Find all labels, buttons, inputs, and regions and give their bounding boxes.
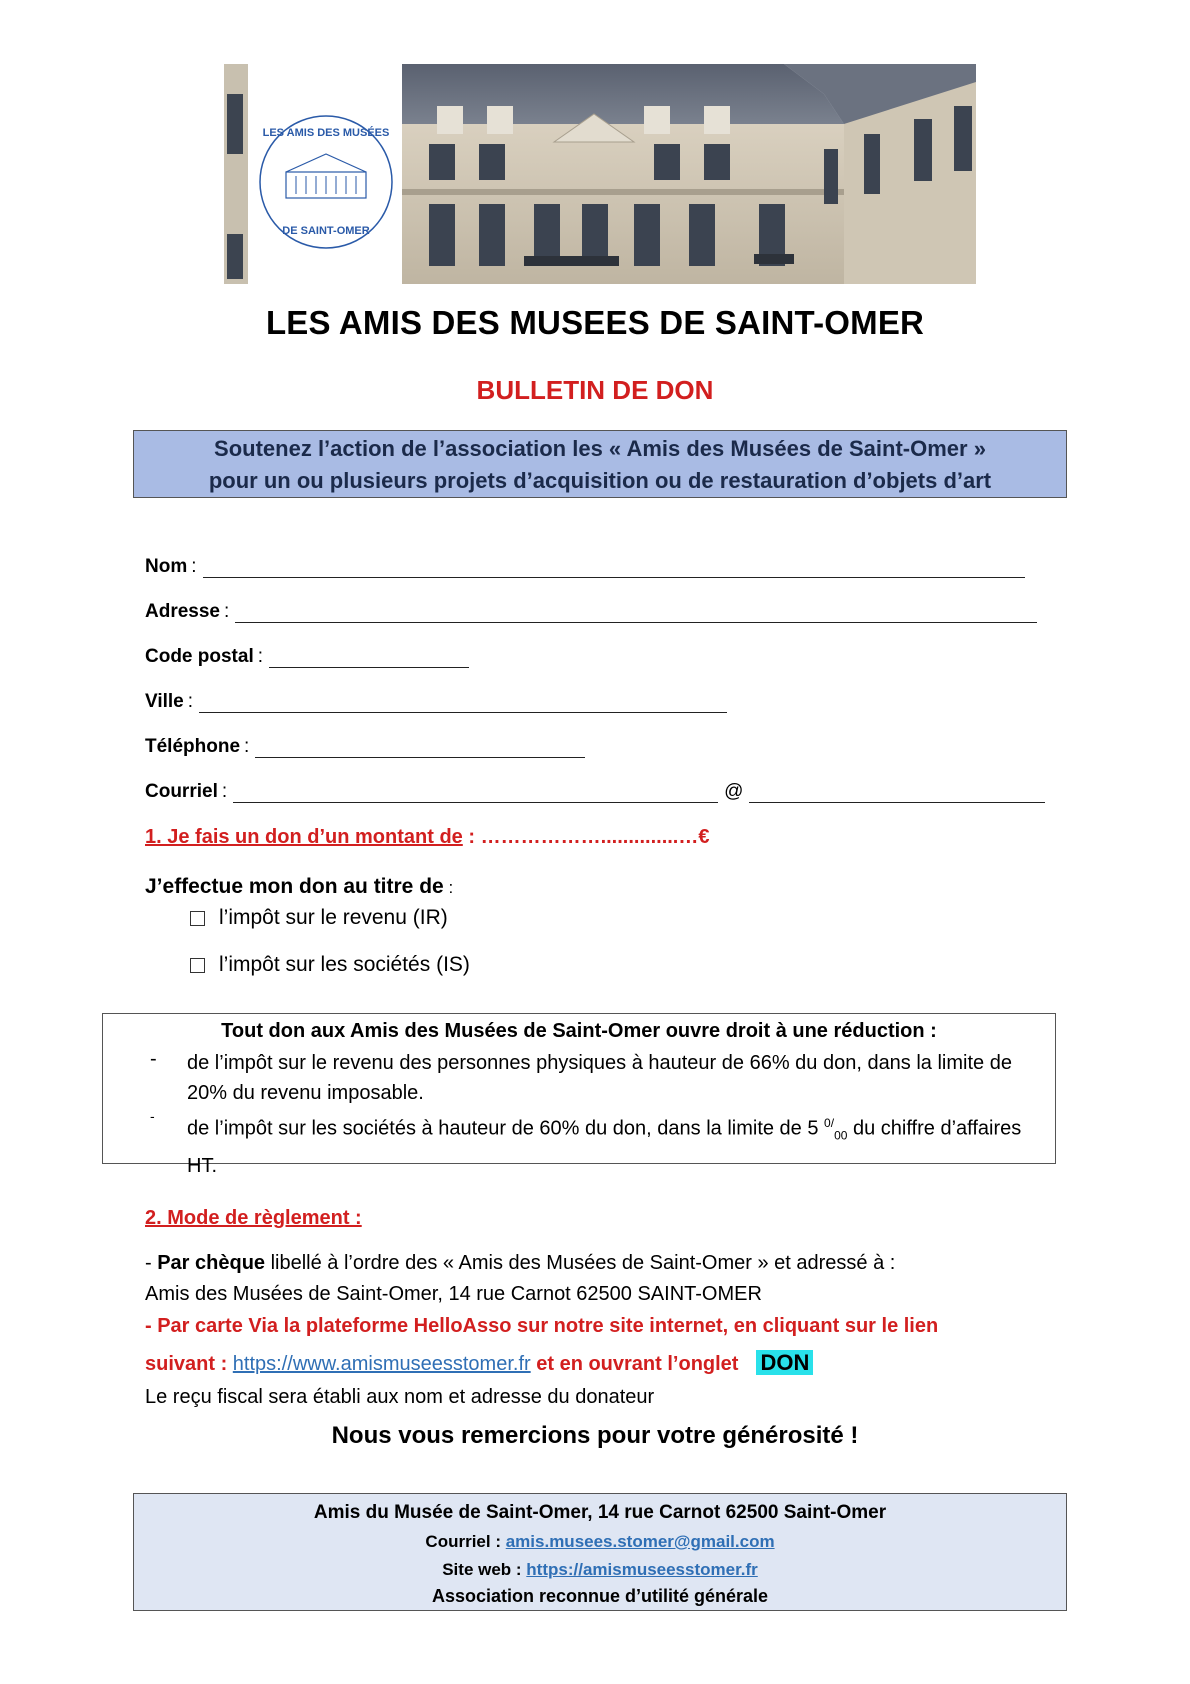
intro-box — [133, 430, 1067, 498]
building-photo — [224, 64, 976, 284]
tax-item-is-text: de l’impôt sur les sociétés à hauteur de 60% du don, dans la limite de 5 — [187, 1117, 825, 1140]
cheque-bold: Par chèque — [157, 1252, 266, 1274]
payment-cheque — [145, 1252, 895, 1275]
bullet-dash: - — [150, 1108, 155, 1124]
footer-site-label: Site web : — [442, 1560, 527, 1579]
field-telephone: Téléphone : — [145, 736, 585, 758]
adresse-input-line[interactable] — [235, 604, 1037, 623]
ville-label: Ville — [145, 691, 184, 712]
donation-amount-blank: : ………………..............…€ — [462, 826, 710, 848]
cheque-rest: libellé à l’ordre des « Amis des Musées de Saint-Omer » et adressé à : — [265, 1252, 896, 1274]
option-is[interactable] — [190, 953, 470, 977]
field-ville: Ville : — [145, 691, 727, 713]
ville-input-line[interactable] — [199, 694, 727, 713]
svg-text:LES AMIS DES MUSÉES: LES AMIS DES MUSÉES — [262, 127, 390, 139]
header-banner — [224, 64, 976, 284]
nom-label: Nom — [145, 556, 188, 577]
is-label: l’impôt sur les sociétés (IS) — [219, 953, 470, 976]
adresse-label: Adresse — [145, 601, 220, 622]
footer-email-label: Courriel : — [425, 1532, 506, 1551]
intro-line-1: Soutenez l’action de l’association les « Amis des Musées de Saint-Omer » — [214, 436, 986, 461]
tax-item-is-text-end: du chiffre d’affaires HT. — [187, 1117, 1022, 1177]
page-title: LES AMIS DES MUSEES DE SAINT-OMER — [265, 304, 925, 341]
code-postal-label: Code postal — [145, 646, 254, 667]
code-postal-input-line[interactable] — [269, 649, 469, 668]
payment-card-line-1 — [145, 1315, 938, 1338]
intro-line-2: pour un ou plusieurs projets d’acquisition ou de restauration d’objets d’art — [208, 468, 992, 493]
bullet-dash: - — [150, 1048, 157, 1070]
tax-heading: Tout don aux Amis des Musées de Saint-Omer ouvre droit à une réduction : — [221, 1020, 937, 1042]
cheque-prefix: - — [145, 1252, 158, 1274]
at-symbol: @ — [724, 781, 744, 802]
footer-email — [134, 1532, 1066, 1552]
titre-label: J’effectue mon don au titre de — [145, 875, 444, 898]
is-checkbox[interactable] — [190, 958, 205, 973]
donation-titre — [145, 875, 453, 899]
telephone-label: Téléphone — [145, 736, 241, 757]
footer-address: Amis du Musée de Saint-Omer, 14 rue Carnot 62500 Saint-Omer — [313, 1502, 887, 1523]
donation-amount-label: 1. Je fais un don d’un montant de — [145, 826, 463, 848]
payment-heading: 2. Mode de règlement : — [145, 1207, 362, 1229]
card-line-2-suffix: et en ouvrant l’onglet — [530, 1353, 739, 1375]
footer-recognition: Association reconnue d’utilité générale — [431, 1586, 769, 1606]
footer-site-link[interactable]: https://amismuseesstomer.fr — [526, 1560, 758, 1579]
page-subtitle: BULLETIN DE DON — [476, 375, 714, 405]
permille-sup: 0/ — [824, 1116, 835, 1130]
donation-amount — [145, 826, 710, 849]
svg-text:DE SAINT-OMER: DE SAINT-OMER — [282, 225, 370, 237]
footer-email-link[interactable]: amis.musees.stomer@gmail.com — [505, 1532, 775, 1551]
card-line-1: - Par carte Via la plateforme HelloAsso sur notre site internet, en cliquant sur le lien — [145, 1315, 939, 1337]
website-link[interactable]: https://www.amismuseesstomer.fr — [232, 1353, 531, 1375]
tax-reduction-box — [102, 1013, 1056, 1177]
field-courriel: Courriel : @ — [145, 781, 1045, 803]
tax-item-is — [187, 1108, 1037, 1181]
don-tab-label: DON — [756, 1350, 813, 1375]
footer-site — [134, 1560, 1066, 1580]
footer-box — [133, 1493, 1067, 1611]
payment-address: Amis des Musées de Saint-Omer, 14 rue Carnot 62500 SAINT-OMER — [145, 1283, 762, 1305]
thanks-message: Nous vous remercions pour votre générosité ! — [331, 1422, 859, 1449]
courriel-domain-line[interactable] — [749, 784, 1045, 803]
ir-label: l’impôt sur le revenu (IR) — [219, 906, 448, 929]
ir-checkbox[interactable] — [190, 911, 205, 926]
tax-item-ir: de l’impôt sur le revenu des personnes physiques à hauteur de 66% du don, dans la limite de 20% du revenu imposable. — [187, 1052, 1012, 1104]
telephone-input-line[interactable] — [255, 739, 585, 758]
association-logo — [260, 116, 392, 248]
option-ir[interactable] — [190, 906, 448, 930]
receipt-note: Le reçu fiscal sera établi aux nom et adresse du donateur — [145, 1386, 655, 1408]
field-nom: Nom : — [145, 556, 1025, 578]
permille-sub: 00 — [834, 1128, 848, 1143]
courriel-user-line[interactable] — [233, 784, 718, 803]
courriel-label: Courriel — [145, 781, 218, 802]
field-code-postal: Code postal : — [145, 646, 469, 668]
nom-input-line[interactable] — [203, 559, 1025, 578]
titre-colon: : — [443, 878, 454, 897]
field-adresse: Adresse : — [145, 601, 1037, 623]
payment-card-line-2 — [145, 1350, 813, 1376]
card-line-2-prefix: suivant : — [145, 1353, 233, 1375]
